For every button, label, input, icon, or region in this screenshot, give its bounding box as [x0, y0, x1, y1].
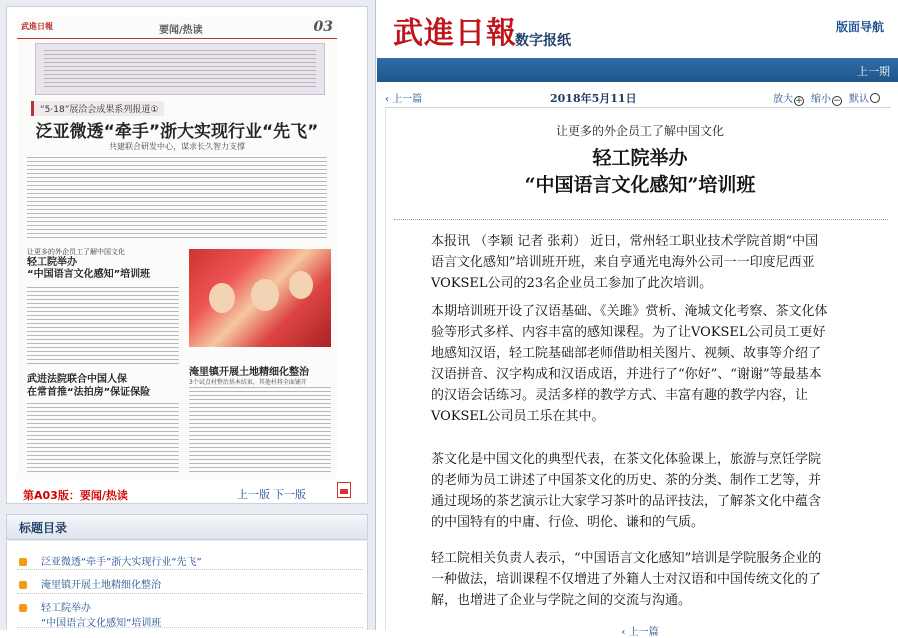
zoom-out-label: 缩小 — [811, 94, 831, 105]
thumbnail-editor-note[interactable] — [35, 43, 325, 95]
toc-item-label: 淹里镇开展土地精细化整治 — [41, 580, 161, 591]
toc-divider — [17, 593, 363, 594]
toc-divider — [17, 569, 363, 570]
article — [385, 108, 893, 638]
thumbnail-headline[interactable]: 泛亚微透“牵手”浙大实现行业“先飞” — [35, 122, 319, 142]
next-page-link[interactable]: 下一版 — [273, 488, 306, 501]
page-label: 第A03版：要闻/热读 — [23, 489, 128, 502]
minus-icon: − — [833, 96, 841, 106]
prev-page-link[interactable]: 上一版 — [237, 488, 270, 501]
article-paragraph: 茶文化是中国文化的典型代表，在茶文化体验课上，旅游与烹饪学院的老师为员工讲述了中国茶文化的历史、茶的分类、制作工艺等，并通过现场的茶艺演示让大家学习茶叶的品评技法，了解茶文化中蕴含的中国特有的中庸、行俭、明伦、谦和的气质。 — [431, 452, 822, 530]
text-lines[interactable] — [27, 403, 179, 473]
thumbnail-story4-title[interactable] — [27, 373, 150, 399]
page-nav-link[interactable]: 版面导航 — [835, 20, 884, 34]
thumbnail-section: 要闻/热读 — [159, 25, 203, 36]
page-thumbnail[interactable] — [17, 17, 337, 479]
thumbnail-story3-title[interactable]: 淹里镇开展土地精细化整治 — [189, 367, 309, 378]
text-lines — [44, 50, 316, 90]
article-headline-line2: “中国语言文化感知”培训班 — [524, 174, 756, 196]
zoom-in-button[interactable] — [773, 90, 804, 106]
photo-face — [251, 279, 279, 311]
toc-item-label-line2: “中国语言文化感知”培训班 — [41, 618, 162, 629]
article-paragraph: 本期培训班开设了汉语基础、《关雎》赏析、淹城文化考察、茶文化体验等形式多样、内容丰富的感知课程。为了让VOKSEL公司员工更好地感知汉语，轻工院基础部老师借助相关图片、视频、故事等介绍了汉语拼音、汉字构成和汉语成语，并进行了“你好”、“谢谢”等最基本的汉语会话练习。灵活多样的教学方式、丰富有趣的教学内容，让VOKSEL公司员工乐在其中。 — [431, 304, 828, 424]
thumbnail-story2-title[interactable] — [27, 257, 150, 281]
text-lines[interactable] — [27, 157, 327, 239]
default-size-label: 默认 — [849, 94, 869, 105]
article-kicker: 让更多的外企员工了解中国文化 — [555, 124, 724, 138]
thumbnail-story4-line2: 在常首推“法拍房”保证保险 — [27, 387, 151, 398]
toc-item[interactable] — [19, 576, 161, 591]
toc-title: 标题目录 — [6, 514, 368, 540]
article-paragraph: 轻工院相关负责人表示，“中国语言文化感知”培训是学院服务企业的一种做法，培训课程不仅增进了外籍人士对汉语和中国传统文化的了解，也增进了企业与学院之间的交流与沟通。 — [431, 551, 822, 608]
thumbnail-story2-line1: 轻工院举办 — [27, 257, 77, 268]
site-subtitle: 数字报纸 — [515, 33, 571, 49]
article-paragraph: 本报讯 （李颖 记者 张莉） 近日，常州轻工职业技术学院首期“中国语言文化感知”培训班开班，来自亨通光电海外公司一一印度尼西亚VOKSEL公司的23名企业员工参加了此次培训。 — [431, 234, 819, 291]
text-lines[interactable] — [27, 287, 179, 367]
header — [377, 0, 898, 58]
prev-issue-link[interactable]: 上一期 — [857, 65, 890, 78]
prev-article-label: 上一篇 — [392, 94, 423, 105]
toc-item[interactable] — [19, 599, 161, 629]
headline-divider — [394, 219, 888, 220]
issue-bar — [377, 58, 898, 82]
text-lines[interactable] — [189, 387, 331, 473]
thumbnail-masthead — [17, 17, 337, 39]
circle-icon — [870, 93, 880, 103]
toc-item-label: 泛亚微透“牵手”浙大实现行业“先飞” — [41, 557, 202, 568]
bottom-prev-label: 上一篇 — [628, 627, 659, 638]
left-panel — [0, 0, 376, 630]
issue-date: 2018年5月11日 — [550, 92, 637, 105]
photo-face — [209, 283, 235, 313]
thumbnail-logo: 武進日報 — [21, 21, 53, 31]
newspaper-logo[interactable]: 武進日報 — [393, 16, 517, 51]
thumbnail-series-tag: “5·18”展洽会成果系列报道① — [31, 101, 164, 116]
zoom-out-button[interactable] — [811, 90, 842, 106]
plus-icon: + — [795, 96, 803, 106]
thumbnail-page-number: 03 — [313, 19, 333, 35]
zoom-in-label: 放大 — [773, 94, 793, 105]
toc-list — [6, 541, 368, 630]
toc-item[interactable] — [19, 553, 202, 568]
thumbnail-story4-line1: 武进法院联合中国人保 — [27, 374, 127, 385]
bullet-icon — [19, 581, 27, 589]
thumbnail-story2-kicker: 让更多的外企员工了解中国文化 — [27, 248, 125, 256]
prev-article-link[interactable]: ‹ 上一篇 — [385, 94, 423, 105]
right-panel — [377, 0, 898, 638]
thumbnail-story2-line2: “中国语言文化感知”培训班 — [27, 269, 151, 280]
bullet-icon — [19, 604, 27, 612]
default-size-button[interactable] — [849, 90, 880, 105]
photo-face — [289, 271, 313, 299]
toc-item-label: 轻工院举办 — [41, 603, 91, 614]
thumbnail-headline-sub: 共建联合研发中心，谋求长久智力支撑 — [109, 142, 245, 151]
article-toolbar — [385, 88, 891, 108]
bottom-prev-article-link[interactable]: ‹ 上一篇 — [621, 627, 659, 638]
thumbnail-story3-sub: 3个试点村整治基本结束，其他村将全面铺开 — [189, 379, 307, 386]
thumbnail-photo[interactable] — [189, 249, 331, 347]
pdf-icon[interactable] — [337, 482, 351, 498]
toc-divider — [17, 627, 363, 628]
bullet-icon — [19, 558, 27, 566]
article-headline-line1: 轻工院举办 — [592, 147, 688, 169]
page-thumbnail-frame — [6, 6, 368, 504]
